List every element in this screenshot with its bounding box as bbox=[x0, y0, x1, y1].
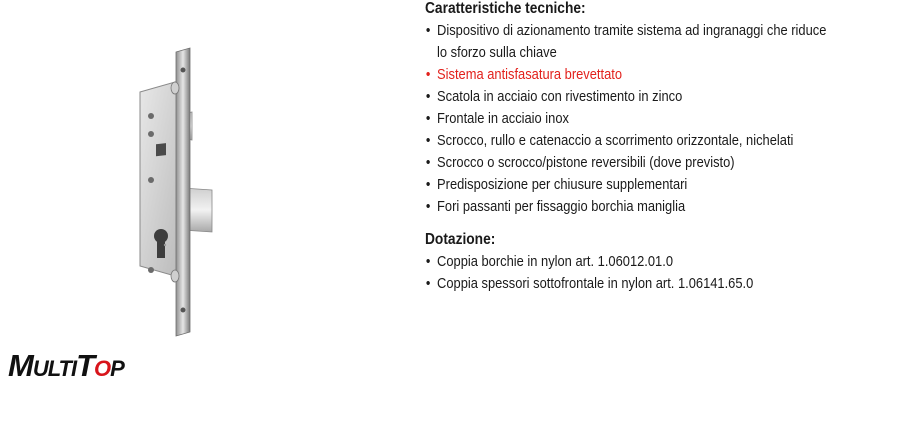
logo-letter-p: P bbox=[110, 356, 124, 381]
equipment-heading: Dotazione: bbox=[425, 231, 496, 248]
list-item: • Frontale in acciaio inox bbox=[425, 108, 838, 130]
list-item: • Scrocco, rullo e catenaccio a scorrimento orizzontale, nichelati bbox=[425, 130, 838, 152]
list-item: • Dispositivo di azionamento tramite sistema ad ingranaggi che riduce lo sforzo sulla chiave bbox=[425, 20, 838, 64]
features-list bbox=[425, 20, 838, 218]
lock-image bbox=[120, 40, 240, 340]
list-item: • Coppia borchie in nylon art. 1.06012.01.0 bbox=[425, 251, 838, 273]
spec-section bbox=[425, 0, 838, 295]
list-item: • Fori passanti per fissaggio borchia maniglia bbox=[425, 196, 838, 218]
brand-logo bbox=[8, 350, 124, 381]
logo-letter-t: T bbox=[76, 348, 95, 383]
logo-letter-m: M bbox=[8, 348, 33, 383]
list-item: • Sistema antisfasatura brevettato bbox=[425, 64, 838, 86]
equipment-list bbox=[425, 251, 838, 295]
logo-letter-o: O bbox=[94, 356, 111, 381]
list-item: • Scatola in acciaio con rivestimento in zinco bbox=[425, 86, 838, 108]
list-item: • Coppia spessori sottofrontale in nylon art. 1.06141.65.0 bbox=[425, 273, 838, 295]
list-item: • Scrocco o scrocco/pistone reversibili (dove previsto) bbox=[425, 152, 838, 174]
logo-letters-ulti: ULTI bbox=[32, 356, 77, 381]
list-item: • Predisposizione per chiusure supplementari bbox=[425, 174, 838, 196]
features-heading: Caratteristiche tecniche: bbox=[425, 0, 586, 17]
